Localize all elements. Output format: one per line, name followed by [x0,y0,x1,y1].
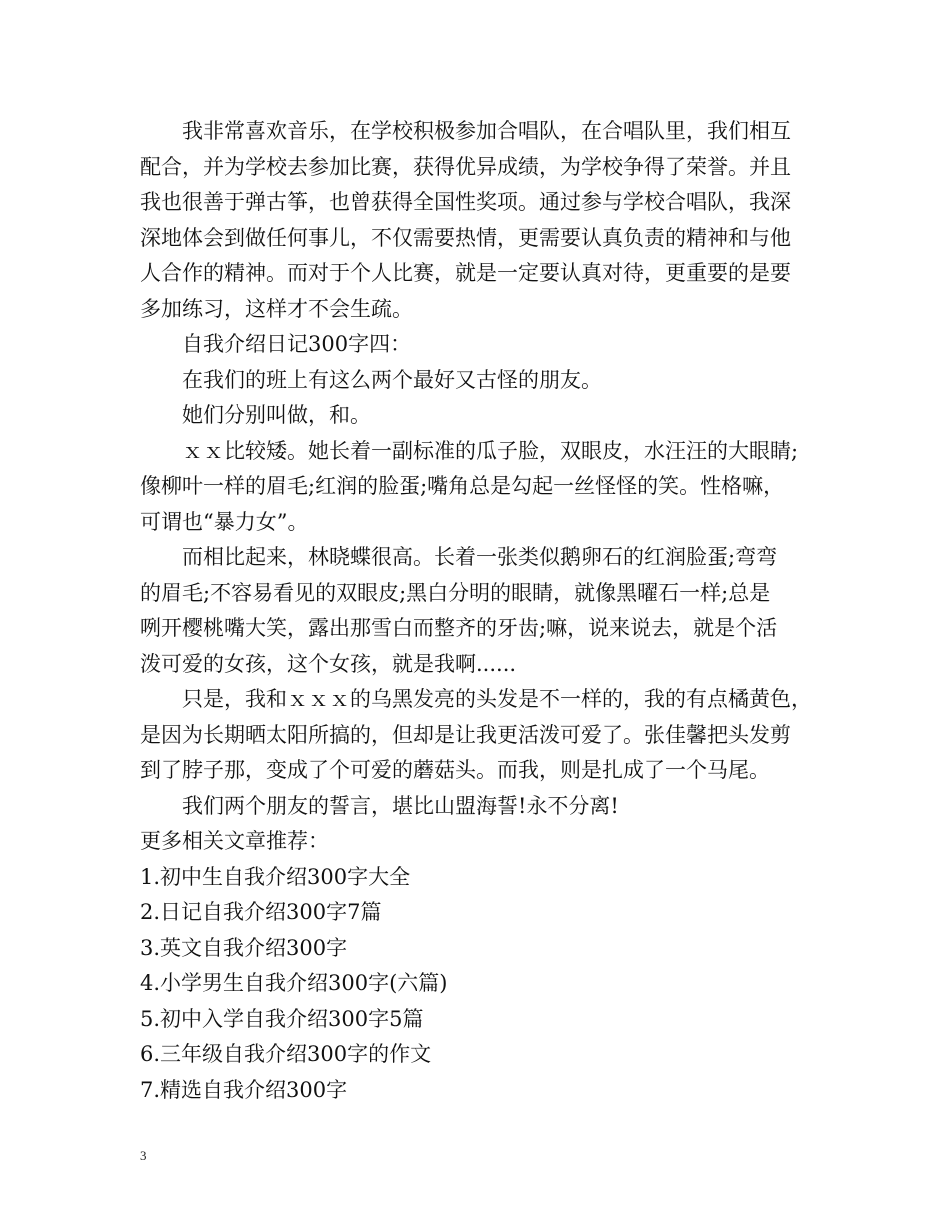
related-articles-heading: 更多相关文章推荐： [140,829,329,853]
paragraph-line: 而相比起来，林晓蝶很高。长着一张类似鹅卵石的红润脸蛋;弯弯 [182,545,778,569]
related-article-item: 5.初中入学自我介绍300字5篇 [140,1006,424,1031]
document-body [140,114,830,1108]
paragraph-line: 我也很善于弹古筝，也曾获得全国性奖项。通过参与学校合唱队，我深 [140,190,791,214]
paragraph-line: 我们两个朋友的誓言，堪比山盟海誓!永不分离! [182,793,619,818]
paragraph-line: 像柳叶一样的眉毛;红润的脸蛋;嘴角总是勾起一丝怪怪的笑。性格嘛， [140,474,785,498]
page-number: 3 [140,1148,147,1163]
paragraph-line: 的眉毛;不容易看见的双眼皮;黑白分明的眼睛，就像黑曜石一样;总是 [140,580,771,605]
related-article-item: 4.小学男生自我介绍300字(六篇) [140,971,448,995]
paragraph-line: 泼可爱的女孩，这个女孩，就是我啊...... [140,651,517,676]
related-article-item: 6.三年级自我介绍300字的作文 [140,1042,432,1066]
paragraph-line: 配合，并为学校去参加比赛，获得优异成绩，为学校争得了荣誉。并且 [140,154,791,179]
related-article-item: 3.英文自我介绍300字 [140,935,348,960]
paragraph-line: 深地体会到做任何事儿，不仅需要热情，更需要认真负责的精神和与他 [140,225,791,250]
paragraph-line: 咧开樱桃嘴大笑，露出那雪白而整齐的牙齿;嘛，说来说去，就是个活 [140,616,778,640]
related-article-item: 2.日记自我介绍300字7篇 [140,900,382,924]
paragraph-line: 我非常喜欢音乐，在学校积极参加合唱队，在合唱队里，我们相互 [182,119,791,143]
paragraph-line: 只是，我和ｘｘｘ的乌黑发亮的头发是不一样的，我的有点橘黄色， [182,687,812,711]
paragraph-line: 可谓也“暴力女”。 [140,509,309,534]
paragraph-line: 她们分别叫做，和。 [182,403,371,427]
related-article-item: 7.精选自我介绍300字 [140,1077,348,1102]
paragraph-line: 人合作的精神。而对于个人比赛，就是一定要认真对待，更重要的是要 [140,261,791,285]
related-article-item: 1.初中生自我介绍300字大全 [140,864,411,889]
paragraph-line: 到了脖子那，变成了个可爱的蘑菇头。而我，则是扎成了一个马尾。 [140,758,770,782]
paragraph-line: 是因为长期晒太阳所搞的，但却是让我更活泼可爱了。张佳馨把头发剪 [140,722,791,747]
paragraph-line: 多加练习，这样才不会生疏。 [140,296,413,321]
paragraph-line: ｘｘ比较矮。她长着一副标准的瓜子脸，双眼皮，水汪汪的大眼睛; [182,438,799,463]
paragraph-line: 在我们的班上有这么两个最好又古怪的朋友。 [182,367,602,392]
section-heading: 自我介绍日记300字四： [182,332,412,356]
